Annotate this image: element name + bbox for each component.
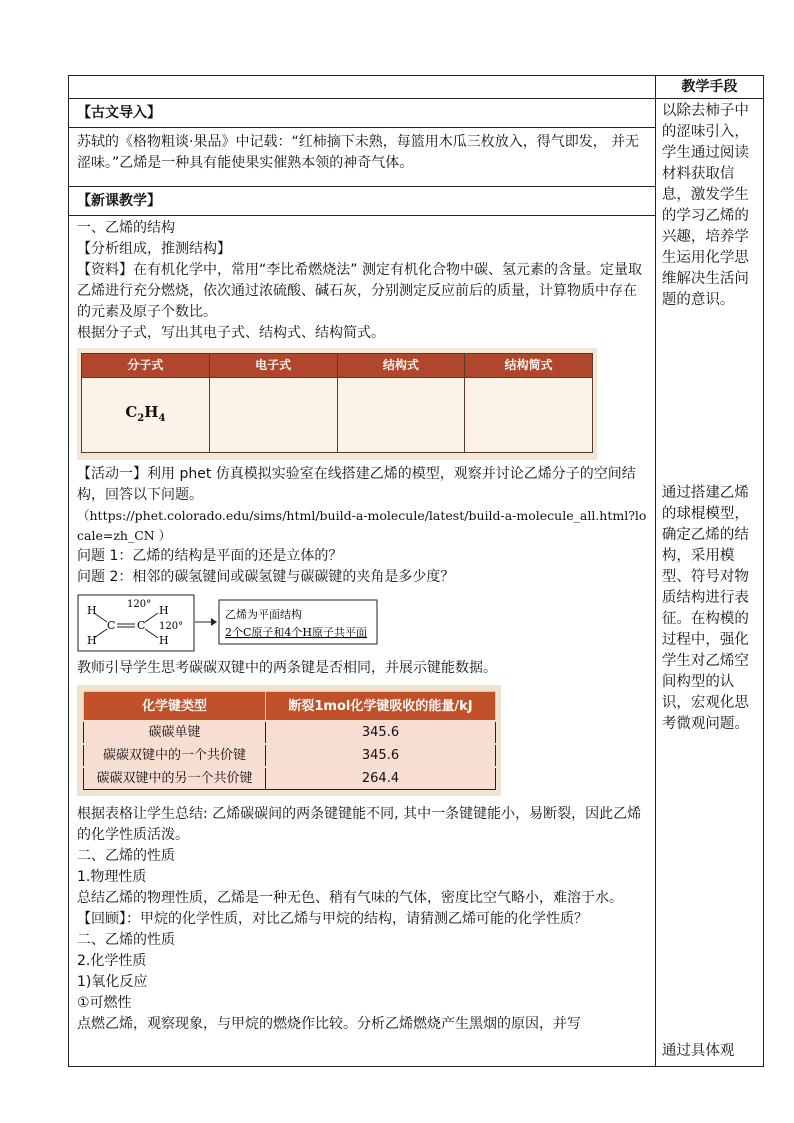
atom-h3: H [159,604,169,617]
material-paragraph: 【资料】在有机化学中，常用“李比希燃烧法” 测定有机化合物中碳、氢元素的含量。定量取乙烯进行充分燃烧，依次通过浓硫酸、碱石灰，分别测定反应前后的质量，计算物质中存在的元素及原子个数比。 [77,262,642,320]
activity-one: 【活动一】利用 phet 仿真模拟实验室在线搭建乙烯的模型，观察并讨论乙烯分子的空间结构，回答以下问题。 [77,466,636,503]
mol-header-structural: 结构式 [337,354,465,378]
bond-energy-table [83,691,496,790]
ethylene-structure-diagram [77,594,381,652]
table-row [84,767,496,790]
ancient-title-cell [69,99,656,128]
table-row [84,744,496,767]
side-note-3: 通过具体观 [661,1043,735,1059]
question-2: 问题 2：相邻的碳氢键间或碳氢键与碳碳键的夹角是多少度？ [77,569,455,585]
formula-c: C [125,402,138,421]
lesson-body [69,216,655,1037]
physical-text: 总结乙烯的物理性质，乙烯是一种无色、稍有气味的气体，密度比空气略小，难溶于水。 [77,890,623,906]
teacher-guide: 教师引导学生思考碳碳双键中的两条键是否相同，并展示键能数据。 [77,660,497,676]
teaching-means-header: 教学手段 [655,76,763,99]
bond-type: 碳碳单键 [84,721,266,744]
mol-electron-cell [209,378,337,453]
coplanar-label: 2个C原子和4个H原子共平面 [225,626,368,639]
atom-h2: H [87,634,97,647]
mol-formula-cell [82,378,210,453]
molecule-table-figure [77,348,597,460]
angle-label-2: 120° [159,621,184,632]
atom-h1: H [87,604,97,617]
ancient-intro-title: 【古文导入】 [77,105,161,121]
structure-heading: 一、乙烯的结构 [77,220,175,236]
mol-header-formula: 分子式 [82,354,210,378]
analysis-heading: 【分析组成，推测结构】 [77,241,231,257]
angle-label-1: 120° [127,599,152,610]
properties-heading: 二、乙烯的性质 [77,848,175,864]
lesson-table [68,75,764,1067]
side-note-1: 以除去柿子中的涩味引入，学生通过阅读材料获取信息，激发学生的学习乙烯的兴趣，培养学生运用化学思维解决生活问题的意识。 [661,103,749,308]
summary-paragraph: 根据表格让学生总结: 乙烯碳碳间的两条键键能不同, 其中一条键键能小，易断裂，因此乙烯的化学性质活泼。 [77,806,642,843]
phet-url[interactable]: （https://phet.colorado.edu/sims/html/build-a-molecule/latest/build-a-molecule_all.html?locale=zh_CN ） [77,508,647,543]
side-note-2: 通过搭建乙烯的球棍模型，确定乙烯的结构，采用模型、符号对物质结构进行表征。在构模的过程中，强化学生对乙烯空间构型的认识，宏观化思考微观问题。 [661,485,749,732]
bond-header-energy: 断裂1mol化学键吸收的能量/kJ [266,692,496,722]
planar-label: 乙烯为平面结构 [225,608,302,621]
side-column [655,99,763,1067]
oxidation-heading: 1)氧化反应 [77,974,148,990]
bond-type: 碳碳双键中的一个共价键 [84,744,266,767]
flammability-heading: ①可燃性 [77,995,132,1011]
atom-h4: H [159,634,169,647]
combustion-text: 点燃乙烯，观察现象，与甲烷的燃烧作比较。分析乙烯燃烧产生黑烟的原因，并写 [77,1016,581,1032]
mol-simplified-cell [465,378,593,453]
formula-instruction: 根据分子式，写出其电子式、结构式、结构简式。 [77,325,385,341]
formula-sub4: 4 [158,412,166,424]
new-lesson-title-cell [69,187,656,216]
mol-structural-cell [337,378,465,453]
new-lesson-title: 【新课教学】 [77,193,161,209]
bond-energy: 345.6 [266,721,496,744]
physical-heading: 1.物理性质 [77,869,147,885]
ancient-intro-text: 苏轼的《格物粗谈·果品》中记载：“红柿摘下未熟，每篮用木瓜三枚放入，得气即发， 并无涩味。”乙烯是一种具有能使果实催熟本领的神奇气体。 [77,134,640,171]
lesson-plan-page [68,75,764,1071]
ancient-text-cell [69,128,656,187]
bond-energy: 345.6 [266,744,496,767]
question-1: 问题 1：乙烯的结构是平面的还是立体的？ [77,548,343,564]
bond-energy: 264.4 [266,767,496,790]
mol-header-simplified: 结构简式 [465,354,593,378]
table-row [84,721,496,744]
review-text: 【回顾】：甲烷的化学性质，对比乙烯与甲烷的结构，请猜测乙烯可能的化学性质？ [77,911,588,927]
header-main-cell [69,76,656,99]
ethylene-structure-figure [77,594,647,652]
new-lesson-body-cell [69,216,656,1067]
atom-c1: C [107,619,116,632]
chemical-heading: 2.化学性质 [77,953,147,969]
bond-type: 碳碳双键中的另一个共价键 [84,767,266,790]
formula-h: H [144,402,159,421]
formula-sub2: 2 [137,412,145,424]
bond-energy-figure [77,685,501,796]
molecule-table [81,353,593,453]
atom-c2: C [137,619,146,632]
bond-header-type: 化学键类型 [84,692,266,722]
properties-heading-2: 二、乙烯的性质 [77,932,175,948]
mol-header-electron: 电子式 [209,354,337,378]
